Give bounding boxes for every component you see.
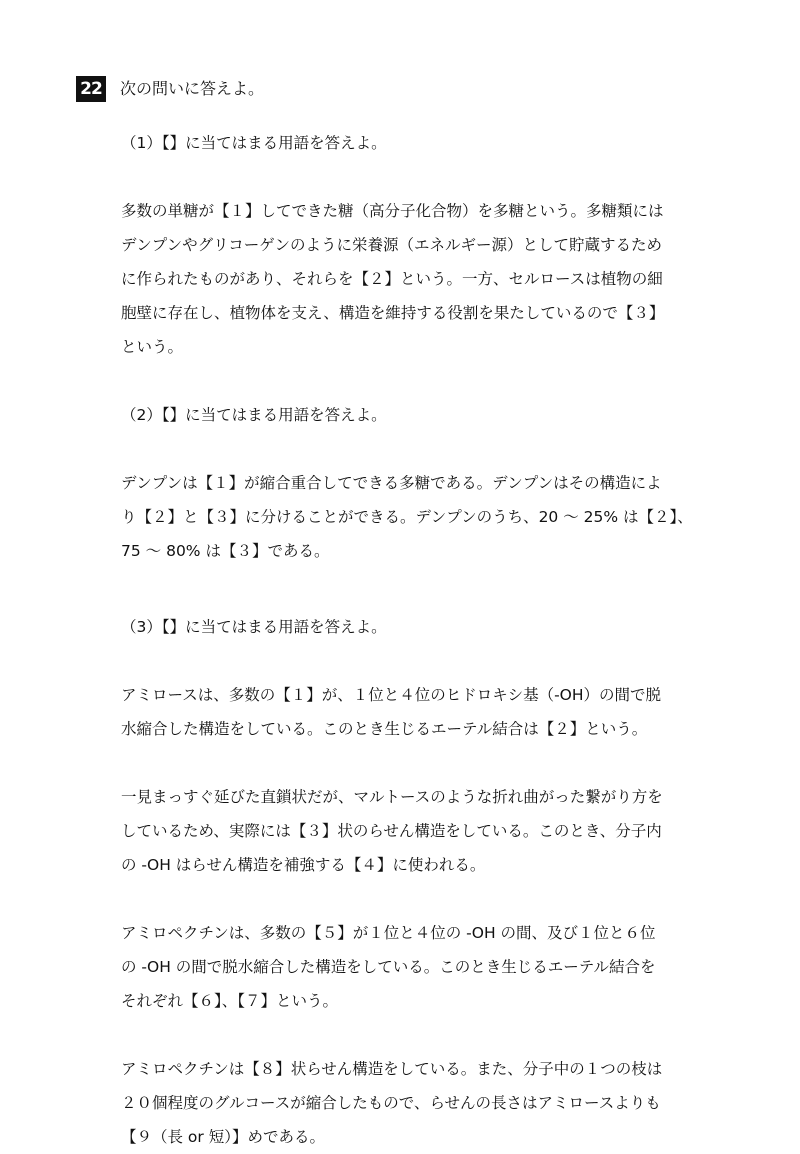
text-line: アミロースは、多数の【１】が、１位と４位のヒドロキシ基（-OH）の間で脱 bbox=[121, 686, 662, 704]
section-1 bbox=[121, 126, 731, 364]
text-line: 【９（長 or 短）】めである。 bbox=[121, 1128, 325, 1146]
section-2 bbox=[121, 398, 731, 568]
question-number-badge: 22 bbox=[76, 76, 106, 102]
text-line: 水縮合した構造をしている。このとき生じるエーテル結合は【２】という。 bbox=[121, 720, 648, 738]
text-line: ２０個程度のグルコースが縮合したもので、らせんの長さはアミロースよりも bbox=[121, 1094, 661, 1112]
question-header bbox=[76, 76, 264, 102]
text-line: の -OH の間で脱水縮合した構造をしている。このとき生じるエーテル結合を bbox=[121, 958, 656, 976]
section-heading: （2）【】に当てはまる用語を答えよ。 bbox=[121, 406, 387, 424]
text-line: 一見まっすぐ延びた直鎖状だが、マルトースのような折れ曲がった繋がり方を bbox=[121, 788, 663, 806]
paragraph bbox=[121, 466, 731, 568]
section-heading: （3）【】に当てはまる用語を答えよ。 bbox=[121, 618, 387, 636]
section-3 bbox=[121, 610, 731, 1154]
paragraph bbox=[121, 678, 731, 746]
section-heading: （1）【】に当てはまる用語を答えよ。 bbox=[121, 134, 387, 152]
text-line: に作られたものがあり、それらを【２】という。一方、セルロースは植物の細 bbox=[121, 270, 663, 288]
text-line: の -OH はらせん構造を補強する【４】に使われる。 bbox=[121, 856, 486, 874]
paragraph bbox=[121, 194, 731, 364]
question-title: 次の問いに答えよ。 bbox=[120, 79, 265, 98]
question-body bbox=[121, 126, 731, 1154]
text-line: しているため、実際には【３】状のらせん構造をしている。このとき、分子内 bbox=[121, 822, 662, 840]
text-line: アミロペクチンは【８】状らせん構造をしている。また、分子中の１つの枝は bbox=[121, 1060, 663, 1078]
text-line: 多数の単糖が【１】してできた糖（高分子化合物）を多糖という。多糖類には bbox=[121, 202, 664, 220]
text-line: という。 bbox=[121, 338, 184, 356]
text-line: デンプンは【１】が縮合重合してできる多糖である。デンプンはその構造によ bbox=[121, 474, 662, 492]
paragraph bbox=[121, 1052, 731, 1154]
text-line: デンプンやグリコーゲンのように栄養源（エネルギー源）として貯蔵するため bbox=[121, 236, 662, 254]
text-line: それぞれ【６】、【７】という。 bbox=[121, 992, 339, 1010]
text-line: 胞壁に存在し、植物体を支え、構造を維持する役割を果たしているので【３】 bbox=[121, 304, 665, 322]
text-line: 75 〜 80% は【３】である。 bbox=[121, 542, 330, 560]
paragraph bbox=[121, 780, 731, 882]
paragraph bbox=[121, 916, 731, 1018]
text-line: り【２】と【３】に分けることができる。デンプンのうち、20 〜 25% は【２】、 bbox=[121, 508, 693, 526]
text-line: アミロペクチンは、多数の【５】が１位と４位の -OH の間、及び１位と６位 bbox=[121, 924, 656, 942]
